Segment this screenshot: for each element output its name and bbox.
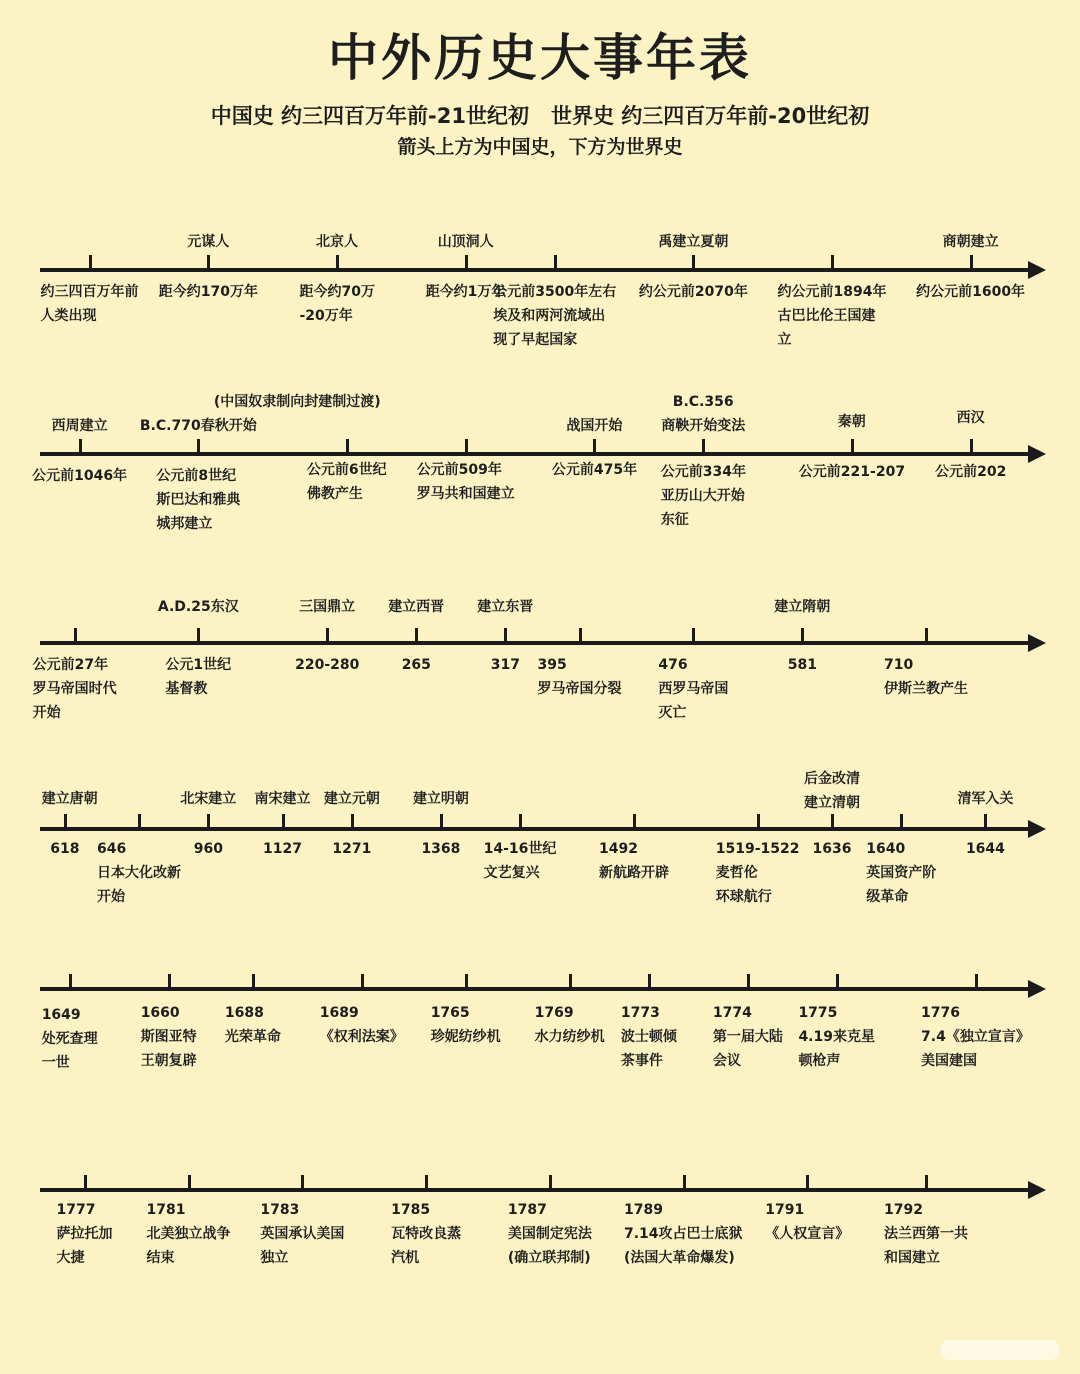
world-event-label: [884, 1198, 968, 1270]
timeline-tick: [984, 814, 987, 829]
label-line: 公元前202: [935, 464, 1007, 480]
label-line: 1769: [534, 1005, 574, 1021]
timeline-tick: [64, 814, 67, 829]
world-event-label: [639, 280, 748, 304]
label-line: 瓦特改良蒸: [391, 1226, 462, 1242]
label-line: 建立东晋: [477, 599, 534, 615]
label-line: 基督教: [165, 681, 208, 697]
label-line: (中国奴隶制向封建制过渡): [213, 394, 381, 410]
label-line: 395: [537, 657, 567, 673]
label-line: 北美独立战争: [146, 1226, 231, 1242]
label-line: 佛教产生: [306, 486, 363, 502]
label-line: 约公元前2070年: [638, 284, 748, 300]
timeline-tick: [79, 439, 82, 454]
china-event-label: [187, 230, 229, 254]
world-event-label: [194, 837, 223, 861]
timeline-tick: [74, 628, 77, 643]
world-event-label: [307, 458, 387, 506]
page-title: 中外历史大事年表: [328, 29, 752, 87]
timeline-tick: [168, 974, 171, 989]
label-line: 伊斯兰教产生: [884, 681, 969, 697]
timeline-tick: [465, 974, 468, 989]
world-event-label: [621, 1001, 677, 1073]
china-event-label: [774, 595, 830, 619]
label-line: 战国开始: [566, 418, 623, 434]
timeline-tick: [504, 628, 507, 643]
label-line: 710: [884, 657, 914, 673]
arrow-head-icon: [1028, 261, 1046, 279]
world-event-label: [141, 1001, 197, 1073]
world-event-label: [508, 1198, 592, 1270]
label-line: 1368: [421, 841, 461, 857]
timeline-row-3: [0, 599, 1080, 721]
label-line: 1271: [332, 841, 372, 857]
label-line: 现了早起国家: [493, 332, 578, 348]
china-event-label: [140, 414, 257, 438]
china-event-label: [957, 787, 1013, 811]
label-line: 公元前334年: [660, 464, 747, 480]
label-line: 会议: [712, 1053, 741, 1069]
label-line: 1781: [146, 1202, 186, 1218]
label-line: A.D.25东汉: [157, 599, 239, 615]
china-event-label: [566, 414, 622, 438]
label-line: 开始: [32, 705, 61, 721]
timeline-tick: [252, 974, 255, 989]
world-event-label: [41, 280, 139, 328]
label-line: 日本大化改新: [97, 865, 181, 881]
label-line: (确立联邦制): [507, 1250, 591, 1266]
label-line: 1774: [712, 1005, 752, 1021]
china-event-label: [316, 230, 358, 254]
label-line: 英国资产阶: [866, 865, 937, 881]
timeline-tick: [138, 814, 141, 829]
china-event-label: [52, 414, 108, 438]
label-line: 距今约1万年: [425, 284, 506, 300]
timeline-tick: [831, 814, 834, 829]
label-line: 建立清朝: [804, 795, 860, 811]
label-line: 水力纺纱机: [534, 1029, 605, 1045]
label-line: 立: [777, 332, 792, 348]
world-event-label: [33, 653, 117, 725]
label-line: 7.14攻占巴士底狱: [624, 1226, 743, 1242]
world-event-label: [50, 837, 79, 861]
label-line: 大捷: [56, 1250, 85, 1266]
timeline-tick: [188, 1175, 191, 1190]
label-line: 1789: [624, 1202, 663, 1218]
world-event-label: [484, 837, 557, 885]
label-line: 西罗马帝国: [658, 681, 729, 697]
label-line: 元谋人: [187, 234, 230, 250]
label-line: 新航路开辟: [599, 865, 669, 881]
label-line: 公元前221-207: [798, 464, 906, 480]
timeline-tick: [975, 974, 978, 989]
timeline-tick: [549, 1175, 552, 1190]
label-line: 亚历山大开始: [660, 488, 745, 504]
label-line: 14-16世纪: [483, 841, 557, 857]
label-line: 建立明朝: [412, 791, 469, 807]
label-line: 《权利法案》: [319, 1029, 404, 1045]
world-event-label: [493, 280, 616, 352]
arrow-head-icon: [1028, 445, 1046, 463]
label-line: 建立唐朝: [41, 791, 98, 807]
label-line: 公元前27年: [32, 657, 109, 673]
label-line: 581: [787, 657, 818, 673]
timeline-axis: [40, 827, 1030, 831]
label-line: 商鞅开始变法: [661, 418, 746, 434]
world-event-label: [866, 837, 936, 909]
timeline-tick: [702, 439, 705, 454]
label-line: 商朝建立: [942, 234, 999, 250]
label-line: 王朝复辟: [140, 1053, 197, 1069]
timeline-row-5: [0, 987, 1080, 1071]
timeline-row-2: [0, 394, 1080, 532]
china-event-label: [180, 787, 236, 811]
subtitle: [0, 100, 1080, 130]
china-event-label: [255, 787, 311, 811]
label-line: 埃及和两河流域出: [493, 308, 606, 324]
timeline-axis: [40, 987, 1030, 991]
world-event-label: [332, 837, 371, 861]
timeline-tick: [554, 255, 557, 270]
china-event-label: [943, 230, 999, 254]
label-line: 处死查理: [41, 1031, 98, 1047]
world-event-label: [813, 837, 852, 861]
timeline-tick: [425, 1175, 428, 1190]
china-event-label: [42, 787, 98, 811]
world-range: 世界史 约三四百万年前-20世纪初: [551, 104, 870, 128]
label-line: 1776: [921, 1005, 961, 1021]
timeline-tick: [925, 628, 928, 643]
label-line: 公元前3500年左右: [493, 284, 617, 300]
label-line: (法国大革命爆发): [624, 1250, 735, 1266]
label-line: 北宋建立: [180, 791, 237, 807]
label-line: 古巴比伦王国建: [777, 308, 876, 324]
china-event-label: [214, 390, 381, 414]
world-event-label: [765, 1198, 849, 1246]
china-event-label: [673, 390, 734, 414]
world-event-label: [716, 837, 800, 909]
label-line: 1765: [430, 1005, 470, 1021]
timeline-tick: [519, 814, 522, 829]
china-event-label: [388, 595, 444, 619]
timeline-tick: [747, 974, 750, 989]
world-event-label: [921, 1001, 1030, 1073]
label-line: 美国制定宪法: [507, 1226, 592, 1242]
label-line: 265: [401, 657, 431, 673]
world-event-label: [916, 280, 1025, 304]
timeline-tick: [836, 974, 839, 989]
world-event-label: [402, 653, 431, 677]
china-event-label: [477, 595, 533, 619]
world-event-label: [32, 464, 127, 488]
label-line: 第一届大陆: [712, 1029, 783, 1045]
label-line: 距今约70万: [299, 284, 375, 300]
timeline-tick: [593, 439, 596, 454]
timeline-tick: [207, 814, 210, 829]
timeline-tick: [806, 1175, 809, 1190]
timeline-axis: [40, 641, 1030, 645]
label-line: 珍妮纺纱机: [430, 1029, 501, 1045]
label-line: 罗马帝国时代: [32, 681, 117, 697]
label-line: 罗马帝国分裂: [537, 681, 622, 697]
watermark: [940, 1340, 1060, 1360]
label-line: 东征: [660, 512, 689, 528]
label-line: 秦朝: [837, 414, 866, 430]
timeline-tick: [692, 628, 695, 643]
label-line: 建立隋朝: [774, 599, 831, 615]
timeline-tick: [89, 255, 92, 270]
label-line: 法兰西第一共: [884, 1226, 969, 1242]
world-event-label: [788, 653, 817, 677]
world-event-label: [798, 1001, 875, 1073]
china-event-label: [957, 406, 985, 430]
label-line: 1644: [965, 841, 1005, 857]
label-line: 1519-1522: [715, 841, 800, 857]
label-line: 和国建立: [884, 1250, 941, 1266]
world-event-label: [421, 837, 460, 861]
china-event-label: [299, 595, 355, 619]
timeline-tick: [84, 1175, 87, 1190]
timeline-row-4: [0, 771, 1080, 905]
timeline-axis: [40, 452, 1030, 456]
label-line: 公元前8世纪: [156, 468, 237, 484]
label-line: 人类出现: [40, 308, 97, 324]
world-event-label: [778, 280, 887, 352]
world-event-label: [538, 653, 622, 701]
world-event-label: [552, 458, 637, 482]
label-line: 北京人: [316, 234, 358, 250]
world-event-label: [491, 653, 520, 677]
arrow-head-icon: [1028, 820, 1046, 838]
label-line: 公元前509年: [416, 462, 502, 478]
china-event-label: [324, 787, 380, 811]
label-line: 317: [490, 657, 521, 673]
label-line: 汽机: [391, 1250, 420, 1266]
label-line: B.C.770春秋开始: [139, 418, 257, 434]
arrow-head-icon: [1028, 980, 1046, 998]
label-line: 公元1世纪: [165, 657, 232, 673]
label-line: 斯图亚特: [140, 1029, 197, 1045]
label-line: -20万年: [299, 308, 353, 324]
label-line: 建立西晋: [388, 599, 445, 615]
label-line: 开始: [97, 889, 125, 905]
world-event-label: [599, 837, 669, 885]
world-event-label: [661, 460, 746, 532]
label-line: 西周建立: [51, 418, 108, 434]
china-event-label: [438, 230, 494, 254]
label-line: 1688: [224, 1005, 264, 1021]
china-event-label: [158, 595, 239, 619]
world-event-label: [225, 1001, 281, 1049]
label-line: 美国建国: [921, 1053, 978, 1069]
world-event-label: [165, 653, 231, 701]
world-event-label: [57, 1198, 113, 1270]
timeline-tick: [346, 439, 349, 454]
world-event-label: [156, 464, 240, 536]
timeline-tick: [326, 628, 329, 643]
timeline-tick: [69, 974, 72, 989]
label-line: 1777: [56, 1202, 96, 1218]
world-event-label: [295, 653, 359, 677]
label-line: 1783: [260, 1202, 300, 1218]
timeline-tick: [361, 974, 364, 989]
label-line: 476: [658, 657, 688, 673]
label-line: 220-280: [295, 657, 360, 673]
label-line: 三国鼎立: [299, 599, 356, 615]
label-line: 1640: [866, 841, 906, 857]
world-event-label: [320, 1001, 404, 1049]
label-line: 4.19来克星: [798, 1029, 875, 1045]
label-line: 约公元前1894年: [777, 284, 887, 300]
world-event-label: [391, 1198, 461, 1270]
world-event-label: [624, 1198, 743, 1270]
label-line: 1785: [391, 1202, 431, 1218]
label-line: 618: [50, 841, 80, 857]
timeline-tick: [197, 628, 200, 643]
label-line: 罗马共和国建立: [416, 486, 515, 502]
label-line: 后金改清: [804, 771, 860, 787]
label-line: 灭亡: [658, 705, 687, 721]
world-event-label: [966, 837, 1005, 861]
timeline-tick: [579, 628, 582, 643]
timeline-tick: [801, 628, 804, 643]
timeline-tick: [336, 255, 339, 270]
world-event-label: [42, 1003, 98, 1075]
label-line: B.C.356: [672, 394, 734, 410]
timeline-axis: [40, 268, 1030, 272]
timeline-tick: [465, 439, 468, 454]
label-line: 环球航行: [715, 889, 772, 905]
label-line: 《人权宣言》: [765, 1226, 850, 1242]
timeline-tick: [197, 439, 200, 454]
world-event-label: [417, 458, 515, 506]
label-line: 西汉: [956, 410, 985, 426]
label-line: 一世: [41, 1055, 70, 1071]
china-event-label: [658, 230, 728, 254]
label-line: 山顶洞人: [437, 234, 494, 250]
label-line: 级革命: [866, 889, 909, 905]
label-line: 1649: [41, 1007, 81, 1023]
label-line: 约三四百万年前: [40, 284, 139, 300]
label-line: 南宋建立: [254, 791, 311, 807]
legend-note: 箭头上方为中国史，下方为世界史: [397, 136, 683, 158]
label-line: 1775: [798, 1005, 838, 1021]
china-event-label: [413, 787, 469, 811]
world-event-label: [97, 837, 181, 909]
timeline-tick: [648, 974, 651, 989]
timeline-row-6: [0, 1188, 1080, 1266]
label-line: 斯巴达和雅典: [156, 492, 241, 508]
label-line: 公元前6世纪: [306, 462, 387, 478]
timeline-tick: [683, 1175, 686, 1190]
arrow-head-icon: [1028, 1181, 1046, 1199]
world-event-label: [260, 1198, 344, 1270]
label-line: 麦哲伦: [715, 865, 758, 881]
label-line: 646: [97, 841, 127, 857]
label-line: 清军入关: [957, 791, 1014, 807]
timeline-row-1: [0, 234, 1080, 348]
china-event-label: [838, 410, 866, 434]
timeline-tick: [970, 439, 973, 454]
world-event-label: [535, 1001, 605, 1049]
world-event-label: [658, 653, 728, 725]
label-line: 960: [193, 841, 224, 857]
label-line: 公元前1046年: [32, 468, 128, 484]
world-event-label: [263, 837, 302, 861]
timeline-tick: [440, 814, 443, 829]
china-range: 中国史 约三四百万年前-21世纪初: [210, 104, 529, 128]
world-event-label: [431, 1001, 501, 1049]
timeline-tick: [831, 255, 834, 270]
timeline-tick: [282, 814, 285, 829]
timeline-tick: [900, 814, 903, 829]
label-line: 1636: [812, 841, 852, 857]
label-line: 1791: [765, 1202, 805, 1218]
china-event-label: [804, 767, 860, 815]
world-event-label: [300, 280, 375, 328]
label-line: 英国承认美国: [260, 1226, 345, 1242]
label-line: 1660: [140, 1005, 180, 1021]
world-event-label: [884, 653, 968, 701]
label-line: 城邦建立: [156, 516, 213, 532]
label-line: 顿枪声: [798, 1053, 841, 1069]
timeline-tick: [633, 814, 636, 829]
arrow-head-icon: [1028, 634, 1046, 652]
label-line: 禹建立夏朝: [658, 234, 729, 250]
label-line: 1492: [599, 841, 638, 857]
timeline-tick: [301, 1175, 304, 1190]
timeline-tick: [925, 1175, 928, 1190]
label-line: 1792: [884, 1202, 924, 1218]
world-event-label: [713, 1001, 783, 1073]
label-line: 文艺复兴: [483, 865, 540, 881]
label-line: 距今约170万年: [158, 284, 259, 300]
timeline-tick: [569, 974, 572, 989]
label-line: 约公元前1600年: [916, 284, 1026, 300]
label-line: 1773: [620, 1005, 660, 1021]
label-line: 公元前475年: [551, 462, 638, 478]
label-line: 萨拉托加: [56, 1226, 113, 1242]
label-line: 1689: [319, 1005, 359, 1021]
label-line: 建立元朝: [323, 791, 380, 807]
timeline-tick: [692, 255, 695, 270]
timeline-tick: [757, 814, 760, 829]
timeline-tick: [465, 255, 468, 270]
world-event-label: [159, 280, 258, 304]
world-event-label: [147, 1198, 231, 1270]
timeline-tick: [970, 255, 973, 270]
label-line: 独立: [260, 1250, 289, 1266]
timeline-tick: [207, 255, 210, 270]
label-line: 波士顿倾: [620, 1029, 677, 1045]
label-line: 1127: [263, 841, 303, 857]
timeline-tick: [351, 814, 354, 829]
world-event-label: [799, 460, 905, 484]
label-line: 1787: [507, 1202, 547, 1218]
china-event-label: [661, 414, 745, 438]
label-line: 7.4《独立宣言》: [921, 1029, 1030, 1045]
timeline-tick: [415, 628, 418, 643]
label-line: 结束: [146, 1250, 175, 1266]
world-event-label: [935, 460, 1006, 484]
label-line: 光荣革命: [224, 1029, 281, 1045]
timeline-tick: [851, 439, 854, 454]
label-line: 茶事件: [620, 1053, 663, 1069]
